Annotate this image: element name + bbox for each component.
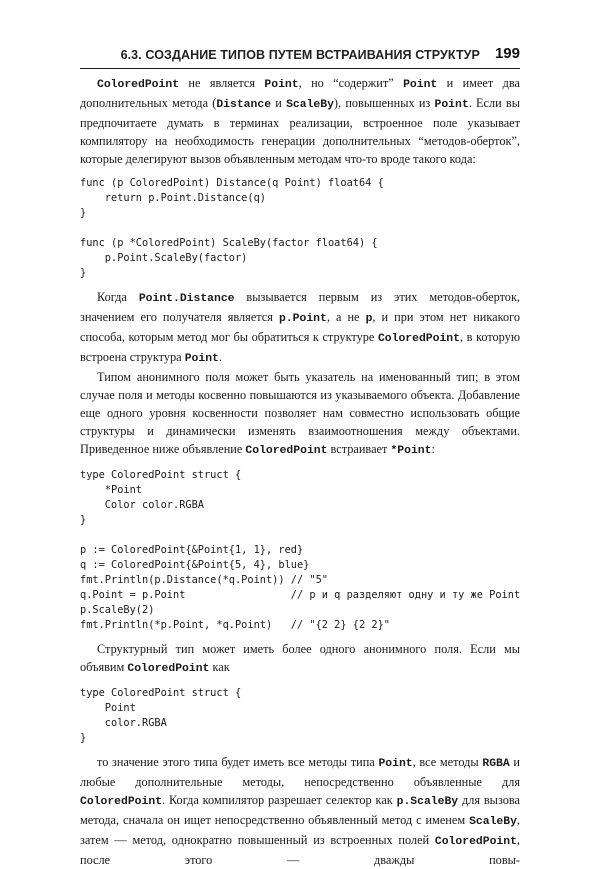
text: . [218, 350, 222, 364]
paragraph-2 [80, 288, 520, 368]
text: , в которую встроена структура [80, 330, 521, 364]
text: как [209, 660, 230, 674]
code-term: Point [264, 79, 299, 91]
code-term: *Point [390, 445, 432, 457]
code-term: Distance [216, 99, 272, 111]
code-block-2: type ColoredPoint struct { *Point Color color.RGBA } p := ColoredPoint{&Point{1, 1}, red} q := ColoredPoint{&Point{5, 4}, blue} fmt.Println(p.Distance(*q.Point)) // "5" q.Point = p.Point // p и q разделяют одну и ту же Point p.ScaleBy(2) fmt.Println(*p.Point, *q.Point) // "{2 2} {2 2}" [80, 469, 521, 631]
text: , а не [326, 310, 366, 324]
code-term: ColoredPoint [377, 333, 460, 345]
text: и имеет два дополнительных метода ( [80, 76, 520, 110]
page-number: 199 [494, 45, 520, 62]
text: . Когда компилятор разрешает селектор как [162, 793, 397, 807]
code-term: RGBA [482, 758, 510, 770]
text: встраивает [327, 442, 391, 456]
code-term: p.Point [278, 313, 327, 325]
code-term: ColoredPoint [97, 79, 180, 91]
text: ), повышенных из [333, 96, 435, 110]
code-term: Point [184, 353, 219, 365]
code-term: p.ScaleBy [396, 796, 459, 808]
text: , и при этом нет никакого способа, которым метод мог бы обратиться к структуре [80, 310, 521, 344]
text: то значение этого типа будет иметь все методы типа [97, 755, 379, 769]
code-term: ScaleBy [469, 816, 517, 828]
text: для вызова метода, сначала он ищет непосредственно объявленный метод с именем [80, 793, 520, 827]
text: не является [179, 76, 265, 90]
text: Структурный тип может иметь более одного анонимного поля. Если мы объявим [80, 642, 520, 674]
code-term: ColoredPoint [245, 445, 328, 457]
code-term: p [365, 313, 373, 325]
code-term: ColoredPoint [80, 796, 163, 808]
running-header [80, 46, 520, 69]
paragraph-4 [80, 640, 520, 678]
text: , после этого — дважды повы- [80, 833, 520, 867]
code-term: Point.Distance [138, 293, 235, 305]
code-term: Point [403, 79, 438, 91]
text: , все методы [412, 755, 483, 769]
section-title: 6.3. СОЗДАНИЕ ТИПОВ ПУТЕМ ВСТРАИВАНИЯ СТРУКТУР [120, 48, 480, 62]
code-term: Point [434, 99, 469, 111]
paragraph-5 [80, 753, 520, 869]
code-term: ColoredPoint [127, 663, 210, 675]
text: : [431, 442, 435, 456]
text: вызывается первым из этих методов-оберток, значением его получателя является [80, 290, 520, 324]
text: , затем — метод, однократно повышенный из встроенных полей [80, 813, 520, 847]
code-block-1: func (p ColoredPoint) Distance(q Point) float64 { return p.Point.Distance(q) } func (p *ColoredPoint) ScaleBy(factor float64) { p.Point.ScaleBy(factor) } [80, 177, 384, 279]
text: Типом анонимного поля может быть указатель на именованный тип; в этом случае поля и методы косвенно повышаются из указываемого объекта. Добавление еще одного уровня косвенности позволяет нам совместно использовать общие структуры и динамически изменять взаимоотношения между объектами. Приведенное ниже объявление [80, 370, 520, 456]
text: Когда [97, 290, 139, 304]
text: и [271, 96, 287, 110]
text: и любые дополнительные методы, непосредственно объявленные для [80, 755, 520, 789]
paragraph-1 [80, 74, 520, 168]
text: . Если вы предпочитаете думать в терминах реализации, встроенное поле указывает компилятору на необходимость генерации дополнительных “методов-оберток”, которые делегируют вызов объявленным методам что-то вроде такого кода: [80, 96, 520, 166]
code-block-3: type ColoredPoint struct { Point color.RGBA } [80, 687, 242, 744]
text: , но “содержит” [298, 76, 404, 90]
paragraph-3 [80, 368, 520, 460]
code-term: ScaleBy [286, 99, 334, 111]
code-term: Point [378, 758, 413, 770]
code-term: ColoredPoint [434, 836, 517, 848]
